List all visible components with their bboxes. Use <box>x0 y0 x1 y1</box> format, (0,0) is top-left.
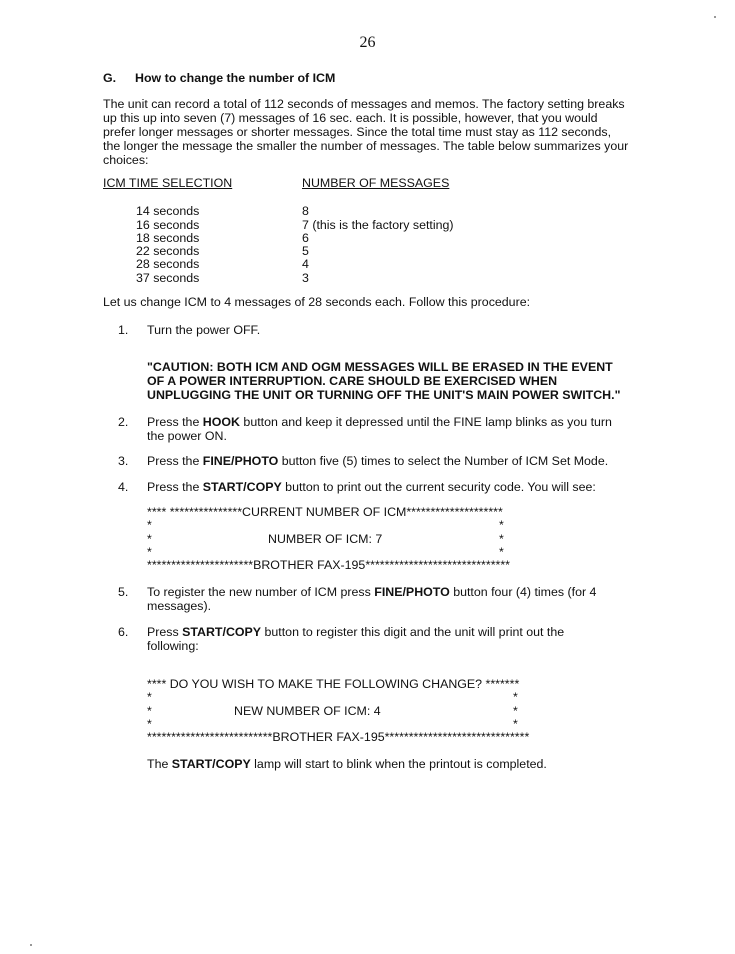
intro-line: the longer the message the smaller the number of messages. The table below summarizes your <box>103 139 629 153</box>
step-text <box>147 454 627 468</box>
printout-star: * <box>499 518 504 532</box>
section-heading <box>103 71 335 85</box>
start-copy-button-label: START/COPY <box>202 480 282 494</box>
step-line: Turn the power OFF. <box>147 323 261 337</box>
step-text-part: Press <box>147 625 183 639</box>
closing-note <box>147 757 627 771</box>
table-header-messages: NUMBER OF MESSAGES <box>302 176 450 190</box>
printout-star: * <box>147 532 152 546</box>
table-cell-time: 22 seconds <box>136 244 200 258</box>
printout-star: * <box>513 704 518 718</box>
table-cell-time: 14 seconds <box>136 204 200 218</box>
printout-star: * <box>147 518 152 532</box>
table-cell-messages: 6 <box>302 231 309 245</box>
step-text <box>147 585 627 613</box>
table-cell-messages: 8 <box>302 204 309 218</box>
fine-photo-button-label: FINE/PHOTO <box>202 454 279 468</box>
printout-star: * <box>499 545 504 559</box>
intro-line: The unit can record a total of 112 seconds of messages and memos. The factory setting breaks <box>103 97 625 111</box>
table-cell-time: 37 seconds <box>136 271 200 285</box>
printout-line: **** DO YOU WISH TO MAKE THE FOLLOWING CHANGE? ******* <box>147 677 520 691</box>
printout-star: * <box>147 717 152 731</box>
printout-star: * <box>147 690 152 704</box>
caution-line: "CAUTION: BOTH ICM AND OGM MESSAGES WILL BE ERASED IN THE EVENT <box>147 360 613 374</box>
printout-line: **********************BROTHER FAX-195****************************** <box>147 558 510 572</box>
step-text-part: button to print out the current security code. You will see: <box>281 480 596 494</box>
step-number: 1. <box>118 323 129 337</box>
table-cell-messages: 3 <box>302 271 309 285</box>
step-line: following: <box>147 639 199 653</box>
step-text <box>147 415 627 443</box>
fine-photo-button-label: FINE/PHOTO <box>374 585 450 599</box>
scan-speck <box>714 16 716 18</box>
start-copy-lamp-label: START/COPY <box>171 757 251 771</box>
step-line: the power ON. <box>147 429 227 443</box>
printout-line: **** ***************CURRENT NUMBER OF ICM******************** <box>147 505 503 519</box>
printout-star: * <box>499 532 504 546</box>
section-letter: G. <box>103 71 117 85</box>
step-line: messages). <box>147 599 212 613</box>
printout-star: * <box>147 545 152 559</box>
intro-line: choices: <box>103 153 149 167</box>
intro-paragraph <box>103 97 633 167</box>
step-text-part: Press the <box>147 415 203 429</box>
printout-star: * <box>513 690 518 704</box>
printout-star: * <box>513 717 518 731</box>
section-title: How to change the number of ICM <box>135 71 336 85</box>
printout-star: * <box>147 704 152 718</box>
printout-value: NEW NUMBER OF ICM: 4 <box>234 704 381 718</box>
table-cell-time: 16 seconds <box>136 218 200 232</box>
printout-value: NUMBER OF ICM: 7 <box>268 532 383 546</box>
caution-line: UNPLUGGING THE UNIT OR TURNING OFF THE UNIT'S MAIN POWER SWITCH." <box>147 388 621 402</box>
closing-text-part: The <box>147 757 172 771</box>
table-header-time: ICM TIME SELECTION <box>103 176 233 190</box>
step-text-part: Press the <box>147 454 203 468</box>
step-text-part: To register the new number of ICM press <box>147 585 375 599</box>
step-text-part: button and keep it depressed until the FINE lamp blinks as you turn <box>239 415 612 429</box>
caution-line: OF A POWER INTERRUPTION. CARE SHOULD BE EXERCISED WHEN <box>147 374 558 388</box>
intro-line: up this up into seven (7) messages of 16 sec. each. It is possible, however, that you would <box>103 111 598 125</box>
table-cell-time: 28 seconds <box>136 257 200 271</box>
step-number: 5. <box>118 585 129 599</box>
step-number: 3. <box>118 454 129 468</box>
table-cell-messages: 7 (this is the factory setting) <box>302 218 454 232</box>
scan-speck <box>30 944 32 946</box>
printout-line: **************************BROTHER FAX-195****************************** <box>147 730 530 744</box>
table-cell-messages: 5 <box>302 244 309 258</box>
table-cell-messages: 4 <box>302 257 309 271</box>
step-text-part: button to register this digit and the unit will print out the <box>261 625 565 639</box>
step-text-part: Press the <box>147 480 203 494</box>
step-text <box>147 480 627 494</box>
hook-button-label: HOOK <box>202 415 240 429</box>
step-text-part: button four (4) times (for 4 <box>449 585 597 599</box>
step-text <box>147 323 627 337</box>
step-text-part: button five (5) times to select the Number of ICM Set Mode. <box>278 454 609 468</box>
procedure-intro: Let us change ICM to 4 messages of 28 seconds each. Follow this procedure: <box>103 295 531 309</box>
start-copy-button-label: START/COPY <box>182 625 262 639</box>
intro-line: prefer longer messages or shorter messages. Since the total time must stay as 112 seconds, <box>103 125 612 139</box>
page-number: 26 <box>359 34 376 51</box>
caution-notice <box>147 360 637 402</box>
closing-text-part: lamp will start to blink when the printout is completed. <box>250 757 547 771</box>
step-number: 4. <box>118 480 129 494</box>
step-number: 2. <box>118 415 129 429</box>
step-text <box>147 625 627 653</box>
table-cell-time: 18 seconds <box>136 231 200 245</box>
step-number: 6. <box>118 625 129 639</box>
